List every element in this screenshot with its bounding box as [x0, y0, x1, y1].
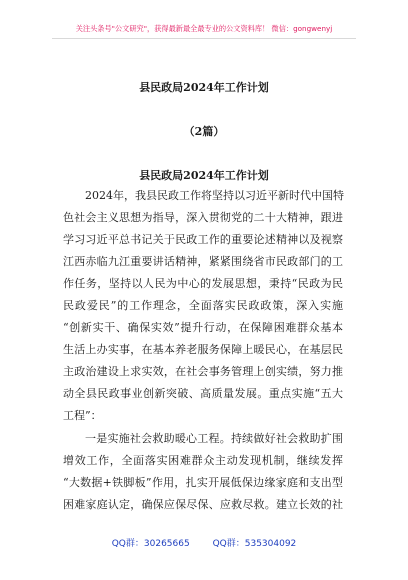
body-line: “创新实干、确保实效”提升行动，在保障困难群众基本	[63, 321, 343, 334]
body-line: 主政治建设上求实效，在社会事务管理上创实绩，努力推	[63, 365, 343, 378]
body-line: 江西赤临九江重要讲话精神，紧紧围绕省市民政部门的工	[63, 255, 343, 268]
document-count: （2篇）	[183, 125, 225, 138]
body-line: 生活上办实事，在基本养老服务保障上暖民心，在基层民	[63, 343, 343, 356]
body-line: 民政爱民”的工作理念，全面落实民政政策，深入实施	[63, 299, 343, 312]
body-line: 学习习近平总书记关于民政工作的重要论述精神以及视察	[63, 233, 343, 246]
body-line: 增效工作，全面落实困难群众主动发现机制，继续发挥	[63, 454, 343, 467]
body-line: 困难家庭认定，确保应保尽保、应救尽救。建立长效的社	[63, 498, 343, 511]
section-title: 县民政局2024年工作计划	[139, 169, 269, 182]
body-line: 一是实施社会救助暖心工程。持续做好社会救助扩围	[85, 432, 343, 445]
document-title: 县民政局2024年工作计划	[139, 81, 269, 94]
body-line: 工程”：	[63, 409, 102, 422]
header-divider	[52, 38, 356, 39]
footer-qq-group-1: QQ群：30265665	[111, 539, 190, 549]
body-line: 作任务，坚持以人民为中心的发展思想，秉持“民政为民	[63, 277, 343, 290]
body-line: 2024年，我县民政工作将坚持以习近平新时代中国特	[85, 189, 344, 202]
header-banner: 关注头条号"公文研究"，获得最新最全最专业的公文资料库！ 微信：gongwenyj	[75, 24, 333, 33]
footer-contacts	[0, 536, 408, 549]
body-line: “大数据+铁脚板”作用，扎实开展低保边缘家庭和支出型	[63, 476, 343, 489]
footer-qq-group-2: QQ群：535304092	[212, 539, 297, 549]
body-line: 色社会主义思想为指导，深入贯彻党的二十大精神，跟进	[63, 211, 343, 224]
body-line: 动全县民政事业创新突破、高质量发展。重点实施“五大	[63, 387, 343, 400]
